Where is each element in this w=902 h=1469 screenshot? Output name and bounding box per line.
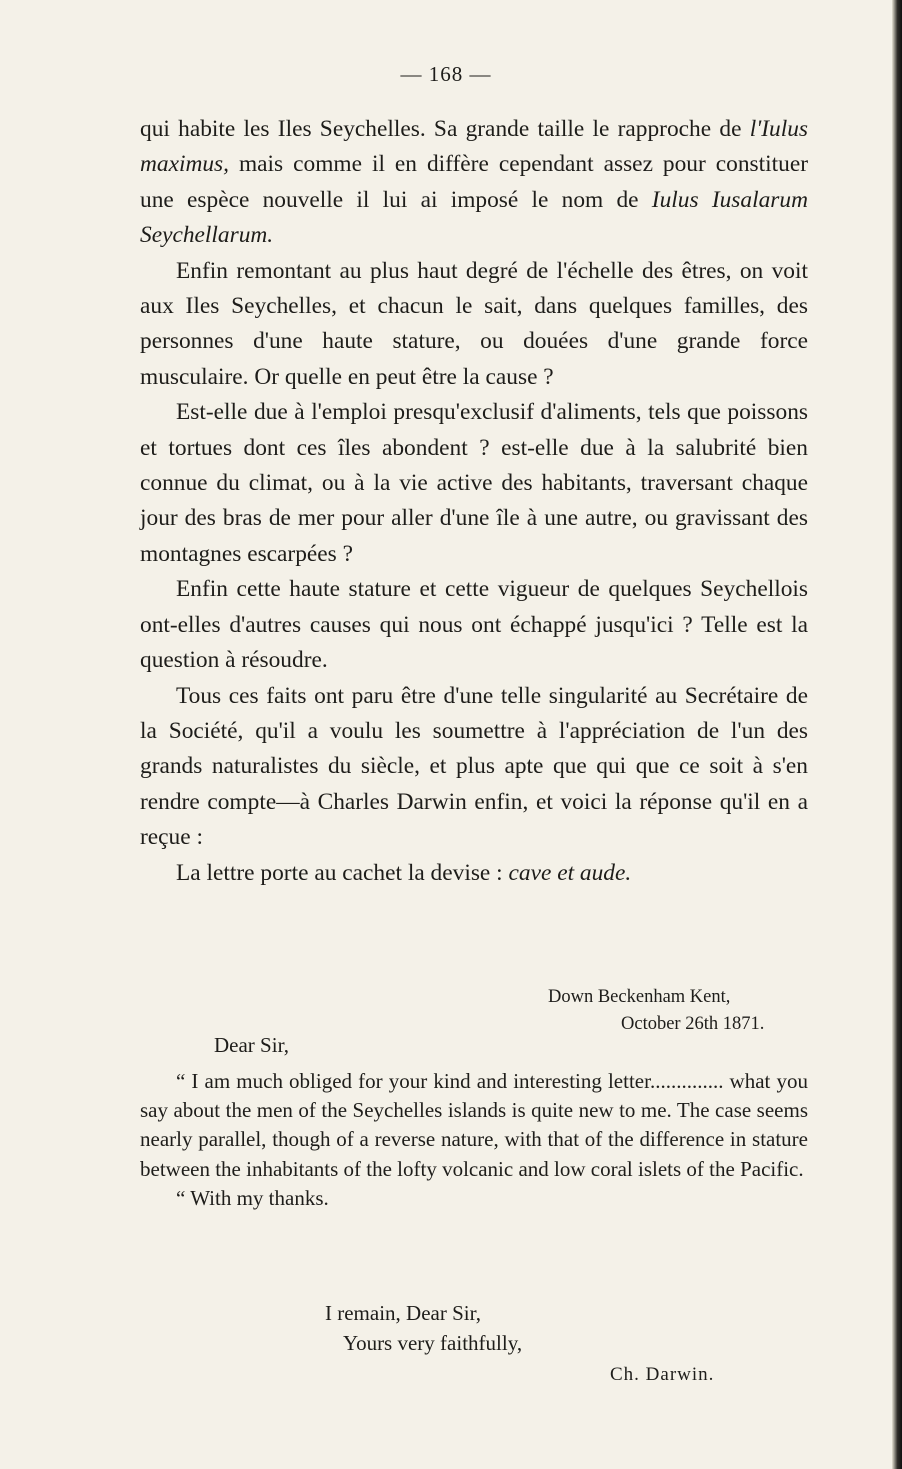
page-number: — 168 — xyxy=(400,62,492,86)
paragraph-1 xyxy=(140,112,808,254)
paragraph-5: Tous ces faits ont paru être d'une telle singularité au Secrétaire de la Société, qu'il a voulu les soumettre à l'appréciation de l'un des grands naturalistes du siècle, et plus apte que qui que ce soit à s'en rendre compte—à Charles Darwin enfin, et voici la réponse qu'il en a reçue : xyxy=(140,682,808,851)
paragraph-6 xyxy=(140,856,808,891)
seal-motto: cave et aude. xyxy=(508,859,632,886)
paragraph-4: Enfin cette haute stature et cette vigueur de quelques Seychellois ont-elles d'autres causes qui nous ont échappé jusqu'ici ? Telle est la question à résoudre. xyxy=(140,576,808,674)
species-name-iulus-maximus: l'Iulus maximus, xyxy=(140,116,808,178)
paragraph-1-text-c: mais comme il en diffère cependant assez pour constituer une espèce nouvelle il lui ai imposé le nom de xyxy=(140,151,808,213)
letter-closing-2: Yours very faithfully, xyxy=(343,1331,523,1355)
letter-signature: Ch. Darwin. xyxy=(610,1364,715,1385)
letter-salutation: Dear Sir, xyxy=(214,1033,289,1057)
letter-heading xyxy=(548,984,808,1038)
letter-date: October 26th 1871. xyxy=(621,1014,765,1034)
paragraph-6-text: La lettre porte au cachet la devise : xyxy=(176,859,509,886)
paragraph-1-text-a: qui habite les Iles Seychelles. Sa grande taille le rapproche de xyxy=(140,116,750,142)
paragraph-3: Est-elle due à l'emploi presqu'exclusif d'aliments, tels que poissons et tortues dont ces îles abondent ? est-elle due à la salubrité bien connue du climat, ou à la vie active des habitants, traversant chaque jour des bras de mer pour aller d'une île à une autre, ou gravissant des montagnes escarpées ? xyxy=(140,399,808,567)
letter-closing-1: I remain, Dear Sir, xyxy=(325,1301,482,1325)
species-name-new: Iulus Iusalarum Seychellarum. xyxy=(140,186,808,249)
letter-body xyxy=(140,1067,808,1213)
body-text xyxy=(140,112,808,891)
paragraph-2: Enfin remontant au plus haut degré de l'échelle des êtres, on voit aux Iles Seychelles, et chacun le sait, dans quelques familles, des personnes d'une haute stature, ou douées d'une grande force musculaire. Or quelle en peut être la cause ? xyxy=(140,257,808,390)
letter-place: Down Beckenham Kent, xyxy=(548,987,731,1007)
page-edge-shadow xyxy=(892,0,902,1469)
letter-paragraph-2: “ With my thanks. xyxy=(176,1185,329,1210)
letter-paragraph-1: “ I am much obliged for your kind and interesting letter.............. what you say about the men of the Seychelles islands is quite new to me. The case seems nearly parallel, though of a reverse nature, with that of the difference in stature between the inhabitants of the lofty volcanic and low coral islets of the Pacific. xyxy=(140,1069,808,1181)
